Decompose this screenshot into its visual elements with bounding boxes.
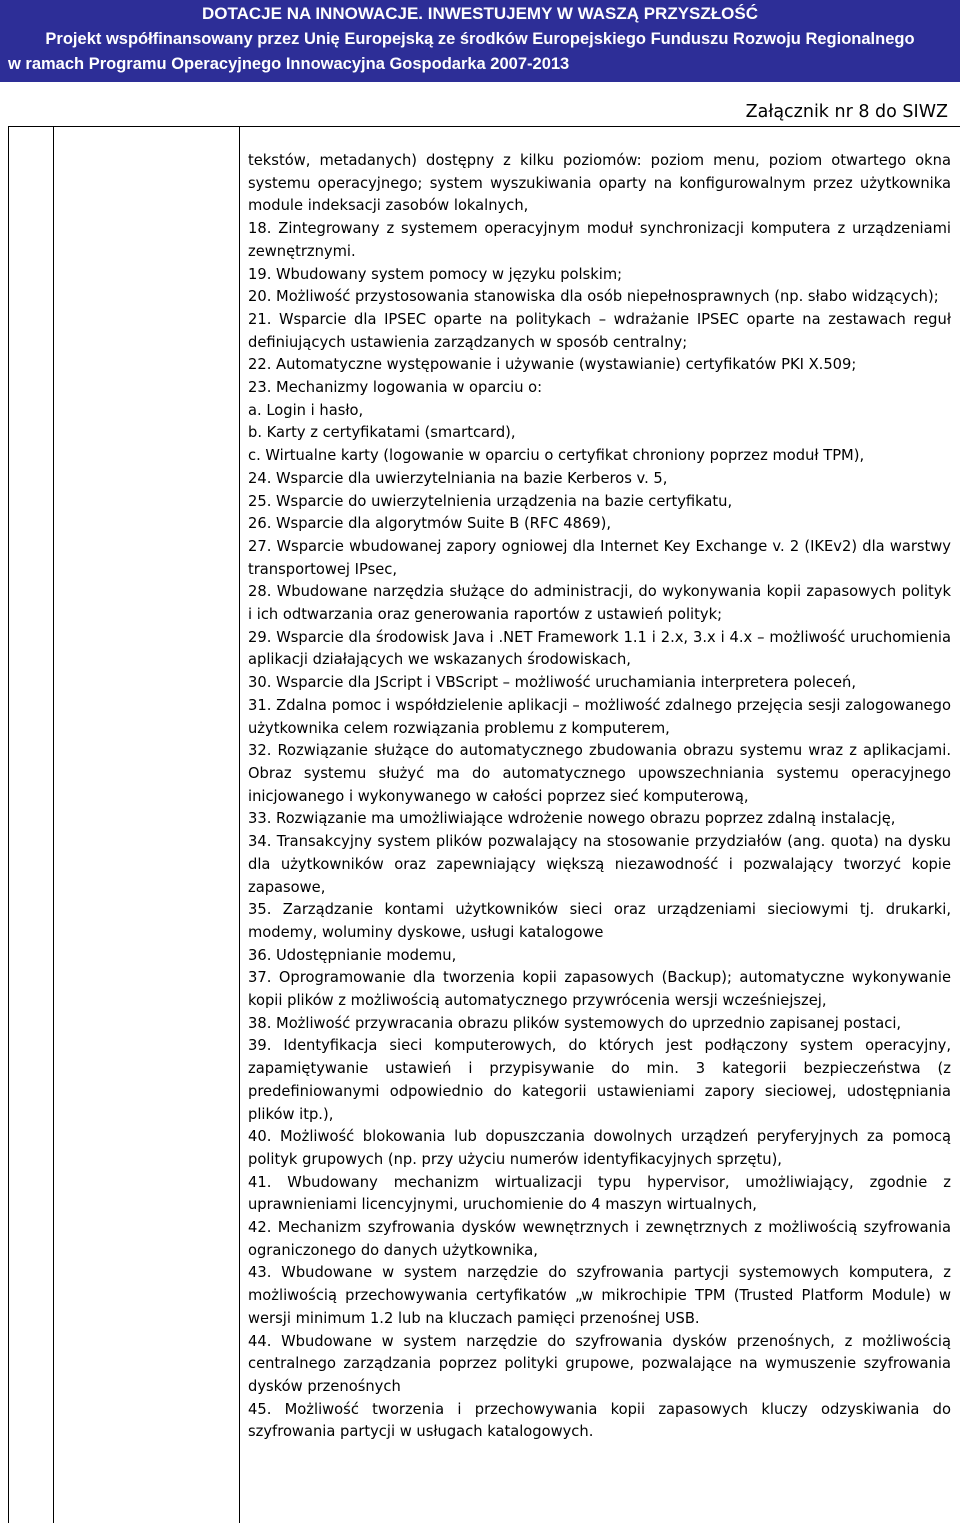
requirement-paragraph: 25. Wsparcie do uwierzytelnienia urządzenia na bazie certyfikatu, xyxy=(248,492,733,510)
requirement-paragraph: 34. Transakcyjny system plików pozwalający na stosowanie przydziałów (ang. quota) na dysku dla użytkowników oraz zapewniający większą niezawodność i pozwalający tworzyć kopie zapasowe, xyxy=(248,833,951,896)
requirement-paragraph: 43. Wbudowane w system narzędzie do szyfrowania partycji systemowych komputera, z możliwością przechowywania certyfikatów „w mikrochipie TPM (Trusted Platform Module) w wersji minimum 1.2 lub na kluczach pamięci przenośnej USB. xyxy=(248,1264,951,1327)
banner-programme-line: w ramach Programu Operacyjnego Innowacyjna Gospodarka 2007-2013 xyxy=(8,55,570,73)
requirement-paragraph: 36. Udostępnianie modemu, xyxy=(248,946,457,964)
requirement-paragraph: 35. Zarządzanie kontami użytkowników sieci oraz urządzeniami sieciowymi tj. drukarki, modemy, woluminy dyskowe, usługi katalogowe xyxy=(248,901,951,941)
funding-banner xyxy=(0,0,960,82)
requirement-paragraph: 39. Identyfikacja sieci komputerowych, do których jest podłączony system operacyjny, zapamiętywanie ustawień i przypisywanie do min. 3 kategorii bezpieczeństwa (z predefiniowanymi odpowiednio do kategorii ustawieniami zapory sieciowej, udostępniania plików itp.), xyxy=(248,1037,951,1123)
requirement-paragraph: 19. Wbudowany system pomocy w języku polskim; xyxy=(248,265,623,283)
requirement-paragraph: 45. Możliwość tworzenia i przechowywania kopii zapasowych kluczy odzyskiwania do szyfrowania partycji w usługach katalogowych. xyxy=(248,1400,951,1441)
requirement-paragraph: 44. Wbudowane w system narzędzie do szyfrowania dysków przenośnych, z możliwością centralnego zarządzania poprzez polityki grupowe, pozwalające na wymuszenie szyfrowania dysków przenośnych xyxy=(248,1332,951,1395)
requirement-paragraph: 27. Wsparcie wbudowanej zapory ogniowej dla Internet Key Exchange v. 2 (IKEv2) dla warstwy transportowej IPsec, xyxy=(248,537,951,578)
requirement-paragraph: 40. Możliwość blokowania lub dopuszczania dowolnych urządzeń peryferyjnych za pomocą polityk grupowych (np. przy użyciu numerów identyfikacyjnych sprzętu), xyxy=(248,1128,951,1168)
requirement-paragraph: 30. Wsparcie dla JScript i VBScript – możliwość uruchamiania interpretera poleceń, xyxy=(248,674,857,692)
requirement-paragraph: 22. Automatyczne występowanie i używanie (wystawianie) certyfikatów PKI X.509; xyxy=(248,356,857,374)
requirement-paragraph: tekstów, metadanych) dostępny z kilku poziomów: poziom menu, poziom otwartego okna systemu operacyjnego; system wyszukiwania oparty na konfigurowalnym przez użytkownika module indeksacji zasobów lokalnych, xyxy=(248,152,951,215)
requirement-paragraph: 37. Oprogramowanie dla tworzenia kopii zapasowych (Backup); automatyczne wykonywanie kopii plików z możliwością automatycznego przywrócenia wersji wcześniejszej, xyxy=(248,969,951,1010)
requirement-paragraph: 31. Zdalna pomoc i współdzielenie aplikacji – możliwość zdalnego przejęcia sesji zalogowanego użytkownika celem rozwiązania problemu z komputerem, xyxy=(248,696,951,737)
table-column-divider-1 xyxy=(53,126,54,1523)
requirement-paragraph: 26. Wsparcie dla algorytmów Suite B (RFC 4869), xyxy=(248,515,612,533)
requirement-subitem: b. Karty z certyfikatami (smartcard), xyxy=(248,424,516,442)
requirement-paragraph: 18. Zintegrowany z systemem operacyjnym moduł synchronizacji komputera z urządzeniami zewnętrznymi. xyxy=(248,220,951,260)
banner-cofinancing-line: Projekt współfinansowany przez Unię Europejską ze środków Europejskiego Funduszu Rozwoju Regionalnego xyxy=(45,30,915,48)
requirements-text xyxy=(248,150,951,1444)
table-column-divider-2 xyxy=(239,126,240,1523)
requirement-subitem: a. Login i hasło, xyxy=(248,401,364,419)
requirement-paragraph: 21. Wsparcie dla IPSEC oparte na politykach – wdrażanie IPSEC oparte na zestawach reguł definiujących ustawienia zarządzanych w sposób centralny; xyxy=(248,310,951,351)
requirement-paragraph: 29. Wsparcie dla środowisk Java i .NET Framework 1.1 i 2.x, 3.x i 4.x – możliwość uruchomienia aplikacji działających we wskazanych środowiskach, xyxy=(248,628,951,669)
requirement-paragraph: 23. Mechanizmy logowania w oparciu o: xyxy=(248,379,543,397)
table-border-left xyxy=(8,126,9,1523)
table-top-border xyxy=(8,126,960,127)
requirement-paragraph: 42. Mechanizm szyfrowania dysków wewnętrznych i zewnętrznych z możliwością szyfrowania ograniczonego do danych użytkownika, xyxy=(248,1219,951,1259)
requirement-paragraph: 32. Rozwiązanie służące do automatycznego zbudowania obrazu systemu wraz z aplikacjami. Obraz systemu służyć ma do automatycznego upowszechniania systemu operacyjnego inicjowanego i wykonywanego w całości poprzez sieć komputerową, xyxy=(248,742,951,805)
banner-slogan: DOTACJE NA INNOWACJE. INWESTUJEMY W WASZĄ PRZYSZŁOŚĆ xyxy=(202,4,758,23)
requirement-paragraph: 28. Wbudowane narzędzia służące do administracji, do wykonywania kopii zapasowych polityk i ich odtwarzania oraz generowania raportów z ustawień polityk; xyxy=(248,583,951,624)
requirement-paragraph: 38. Możliwość przywracania obrazu plików systemowych do uprzednio zapisanej postaci, xyxy=(248,1014,902,1032)
requirement-paragraph: 33. Rozwiązanie ma umożliwiające wdrożenie nowego obrazu poprzez zdalną instalację, xyxy=(248,810,896,828)
requirement-paragraph: 41. Wbudowany mechanizm wirtualizacji typu hypervisor, umożliwiający, zgodnie z uprawnieniami licencyjnymi, uruchomienie do 4 maszyn wirtualnych, xyxy=(248,1173,951,1214)
annex-label: Załącznik nr 8 do SIWZ xyxy=(745,102,948,122)
requirement-paragraph: 20. Możliwość przystosowania stanowiska dla osób niepełnosprawnych (np. słabo widzących); xyxy=(248,288,939,306)
requirement-paragraph: 24. Wsparcie dla uwierzytelniania na bazie Kerberos v. 5, xyxy=(248,469,668,487)
requirement-subitem: c. Wirtualne karty (logowanie w oparciu o certyfikat chroniony poprzez moduł TPM), xyxy=(248,447,865,465)
